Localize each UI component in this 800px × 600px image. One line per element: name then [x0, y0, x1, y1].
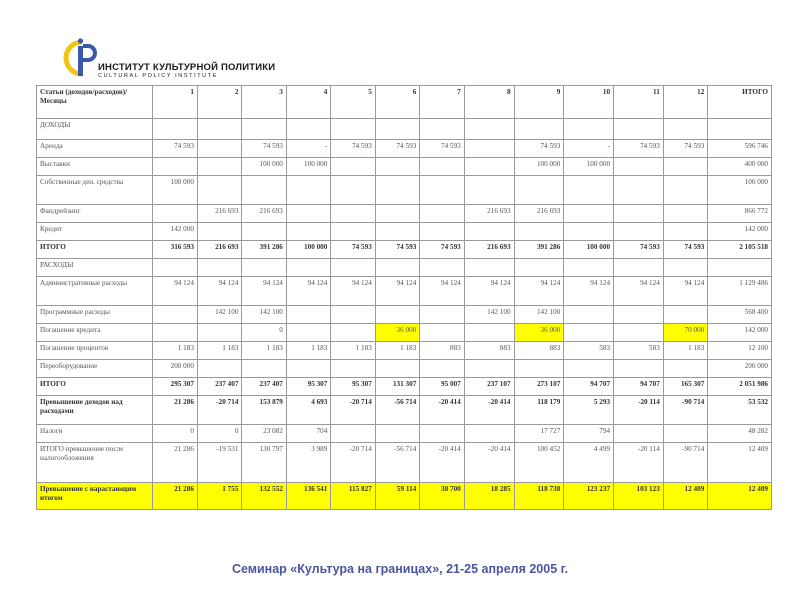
value-cell	[514, 119, 564, 140]
value-cell: 400 000	[708, 158, 772, 176]
row-label-cell: Налоги	[37, 425, 153, 443]
value-cell	[614, 306, 664, 324]
value-cell: 74 593	[663, 241, 707, 259]
value-cell: 23 082	[242, 425, 286, 443]
value-cell: 0	[242, 324, 286, 342]
budget-table-container	[36, 85, 772, 510]
value-cell: 100 452	[514, 443, 564, 483]
value-cell: 12 409	[663, 483, 707, 510]
value-cell: 316 593	[153, 241, 197, 259]
value-cell	[564, 205, 614, 223]
value-cell: 136 541	[286, 483, 330, 510]
table-row	[37, 140, 772, 158]
table-row	[37, 158, 772, 176]
value-cell: 142 100	[464, 306, 514, 324]
table-row	[37, 360, 772, 378]
header-cell: 1	[153, 86, 197, 119]
table-row	[37, 176, 772, 205]
value-cell: 36 000	[375, 324, 419, 342]
row-label-cell: Кредит	[37, 223, 153, 241]
row-label-cell: ИТОГО	[37, 241, 153, 259]
value-cell	[614, 205, 664, 223]
value-cell	[286, 119, 330, 140]
value-cell: 74 593	[242, 140, 286, 158]
value-cell: -20 414	[420, 396, 464, 425]
value-cell: 12 409	[708, 483, 772, 510]
value-cell: 132 552	[242, 483, 286, 510]
row-label-cell: Погашение кредита	[37, 324, 153, 342]
value-cell: 704	[286, 425, 330, 443]
value-cell	[331, 119, 375, 140]
value-cell: 583	[564, 342, 614, 360]
value-cell: -20 714	[197, 396, 241, 425]
row-label-cell: Программные расходы	[37, 306, 153, 324]
value-cell	[242, 176, 286, 205]
value-cell	[614, 158, 664, 176]
value-cell	[197, 140, 241, 158]
value-cell: -19 531	[197, 443, 241, 483]
value-cell: -20 714	[331, 396, 375, 425]
value-cell	[153, 306, 197, 324]
value-cell	[614, 324, 664, 342]
value-cell	[663, 119, 707, 140]
value-cell	[464, 140, 514, 158]
value-cell	[420, 119, 464, 140]
value-cell	[286, 259, 330, 277]
value-cell	[514, 223, 564, 241]
value-cell	[153, 205, 197, 223]
value-cell	[331, 306, 375, 324]
header-cell: 12	[663, 86, 707, 119]
value-cell	[708, 259, 772, 277]
value-cell	[331, 324, 375, 342]
value-cell	[153, 324, 197, 342]
header-cell: 4	[286, 86, 330, 119]
value-cell: 1 129 486	[708, 277, 772, 306]
row-label-cell: ДОХОДЫ	[37, 119, 153, 140]
value-cell	[663, 360, 707, 378]
header-cell: 9	[514, 86, 564, 119]
value-cell: 142 000	[708, 324, 772, 342]
value-cell	[375, 205, 419, 223]
row-label-cell: Погашение процентов	[37, 342, 153, 360]
value-cell: 21 286	[153, 443, 197, 483]
value-cell: 391 286	[242, 241, 286, 259]
header-cell: 5	[331, 86, 375, 119]
value-cell: 18 285	[464, 483, 514, 510]
value-cell	[663, 158, 707, 176]
value-cell	[375, 360, 419, 378]
value-cell: 237 407	[242, 378, 286, 396]
value-cell	[197, 360, 241, 378]
value-cell: 95 307	[286, 378, 330, 396]
value-cell: 131 307	[375, 378, 419, 396]
value-cell	[514, 259, 564, 277]
value-cell: 100 000	[564, 241, 614, 259]
header-cell: 10	[564, 86, 614, 119]
value-cell: 94 124	[514, 277, 564, 306]
value-cell: 883	[464, 342, 514, 360]
value-cell: 165 307	[663, 378, 707, 396]
value-cell: 74 593	[153, 140, 197, 158]
value-cell	[564, 176, 614, 205]
value-cell: 237 407	[197, 378, 241, 396]
table-row	[37, 324, 772, 342]
value-cell	[331, 259, 375, 277]
value-cell	[420, 176, 464, 205]
value-cell: 21 286	[153, 396, 197, 425]
value-cell: 48 282	[708, 425, 772, 443]
value-cell	[663, 425, 707, 443]
value-cell	[375, 223, 419, 241]
value-cell	[197, 259, 241, 277]
value-cell: 142 000	[708, 223, 772, 241]
value-cell: 2 051 986	[708, 378, 772, 396]
value-cell: 142 100	[514, 306, 564, 324]
value-cell: 74 593	[420, 140, 464, 158]
row-label-cell: Аренда	[37, 140, 153, 158]
value-cell: 21 286	[153, 483, 197, 510]
logo-subtitle: CULTURAL POLICY INSTITUTE	[98, 73, 218, 79]
value-cell	[464, 360, 514, 378]
value-cell: 391 286	[514, 241, 564, 259]
value-cell: 568 400	[708, 306, 772, 324]
value-cell: 94 124	[564, 277, 614, 306]
value-cell: -20 114	[614, 396, 664, 425]
header-cell: 8	[464, 86, 514, 119]
value-cell: 1 183	[286, 342, 330, 360]
value-cell: 118 738	[514, 483, 564, 510]
value-cell: 74 593	[663, 140, 707, 158]
row-label-cell: Превышение с нарастающим итогом	[37, 483, 153, 510]
value-cell: 74 593	[331, 140, 375, 158]
table-row	[37, 223, 772, 241]
value-cell: 100 000	[286, 158, 330, 176]
value-cell	[242, 360, 286, 378]
table-row	[37, 425, 772, 443]
row-label-cell: ИТОГО превышение после налогообложения	[37, 443, 153, 483]
value-cell	[331, 425, 375, 443]
value-cell: 216 693	[197, 241, 241, 259]
value-cell: 100 000	[564, 158, 614, 176]
header-cell: 3	[242, 86, 286, 119]
value-cell: 94 707	[614, 378, 664, 396]
value-cell	[564, 119, 614, 140]
row-label-cell: Фандрейзинг	[37, 205, 153, 223]
value-cell: 12 409	[708, 443, 772, 483]
table-row	[37, 119, 772, 140]
value-cell: 216 693	[197, 205, 241, 223]
table-header-row	[37, 86, 772, 119]
value-cell: -20 414	[464, 443, 514, 483]
value-cell	[197, 119, 241, 140]
value-cell: 12 100	[708, 342, 772, 360]
value-cell	[197, 223, 241, 241]
value-cell: 118 179	[514, 396, 564, 425]
value-cell: 1 183	[331, 342, 375, 360]
value-cell	[331, 176, 375, 205]
value-cell	[614, 223, 664, 241]
value-cell: 4 693	[286, 396, 330, 425]
table-row	[37, 241, 772, 259]
value-cell: 142 000	[153, 223, 197, 241]
value-cell: 74 593	[331, 241, 375, 259]
value-cell: 1 183	[663, 342, 707, 360]
value-cell	[614, 119, 664, 140]
row-label-cell: РАСХОДЫ	[37, 259, 153, 277]
value-cell	[286, 223, 330, 241]
value-cell: 94 707	[564, 378, 614, 396]
value-cell: 94 124	[286, 277, 330, 306]
budget-table	[36, 85, 772, 510]
value-cell: -56 714	[375, 396, 419, 425]
value-cell	[514, 176, 564, 205]
value-cell	[464, 119, 514, 140]
value-cell: 94 124	[420, 277, 464, 306]
value-cell	[663, 223, 707, 241]
value-cell	[242, 119, 286, 140]
table-row	[37, 342, 772, 360]
value-cell: 17 727	[514, 425, 564, 443]
value-cell: 1 183	[375, 342, 419, 360]
row-label-cell: Переоборудование	[37, 360, 153, 378]
value-cell	[420, 360, 464, 378]
value-cell: 115 827	[331, 483, 375, 510]
value-cell: 883	[420, 342, 464, 360]
value-cell	[242, 259, 286, 277]
value-cell	[375, 158, 419, 176]
value-cell	[564, 306, 614, 324]
value-cell	[614, 425, 664, 443]
value-cell: 95 307	[331, 378, 375, 396]
value-cell	[420, 324, 464, 342]
value-cell	[614, 259, 664, 277]
value-cell	[420, 205, 464, 223]
value-cell	[514, 360, 564, 378]
value-cell: 883	[514, 342, 564, 360]
value-cell: -20 714	[331, 443, 375, 483]
value-cell	[331, 158, 375, 176]
value-cell: 100 000	[514, 158, 564, 176]
value-cell	[464, 425, 514, 443]
value-cell: 94 124	[663, 277, 707, 306]
header-cell: 7	[420, 86, 464, 119]
value-cell	[464, 176, 514, 205]
value-cell: 36 000	[514, 324, 564, 342]
value-cell: 94 124	[197, 277, 241, 306]
value-cell	[375, 425, 419, 443]
value-cell: 866 772	[708, 205, 772, 223]
seminar-footer: Семинар «Культура на границах», 21-25 апреля 2005 г.	[231, 562, 569, 576]
value-cell: 100 000	[153, 176, 197, 205]
value-cell	[564, 360, 614, 378]
value-cell	[286, 324, 330, 342]
value-cell	[420, 259, 464, 277]
value-cell	[331, 205, 375, 223]
value-cell: 94 124	[331, 277, 375, 306]
value-cell: 2 105 518	[708, 241, 772, 259]
value-cell: 583	[614, 342, 664, 360]
value-cell: 200 000	[153, 360, 197, 378]
value-cell: 94 124	[242, 277, 286, 306]
value-cell: -20 414	[420, 443, 464, 483]
value-cell: 216 693	[464, 241, 514, 259]
header-cell: 2	[197, 86, 241, 119]
value-cell: 74 593	[375, 140, 419, 158]
value-cell: 70 000	[663, 324, 707, 342]
value-cell: 142 100	[197, 306, 241, 324]
value-cell: 59 114	[375, 483, 419, 510]
value-cell: 74 593	[420, 241, 464, 259]
table-row	[37, 205, 772, 223]
value-cell: 794	[564, 425, 614, 443]
value-cell: -20 414	[464, 396, 514, 425]
value-cell	[375, 119, 419, 140]
row-label-cell: Административные расходы	[37, 277, 153, 306]
value-cell: 100 000	[708, 176, 772, 205]
value-cell	[153, 119, 197, 140]
value-cell: 94 124	[375, 277, 419, 306]
value-cell: -56 714	[375, 443, 419, 483]
table-row	[37, 443, 772, 483]
value-cell: 200 000	[708, 360, 772, 378]
value-cell	[614, 360, 664, 378]
table-row	[37, 277, 772, 306]
logo-title: ИНСТИТУТ КУЛЬТУРНОЙ ПОЛИТИКИ	[98, 62, 276, 73]
row-label-cell: Выставки	[37, 158, 153, 176]
value-cell	[464, 324, 514, 342]
value-cell	[197, 324, 241, 342]
value-cell	[331, 360, 375, 378]
value-cell: 94 124	[153, 277, 197, 306]
value-cell: 1 755	[197, 483, 241, 510]
value-cell: 1 183	[242, 342, 286, 360]
value-cell	[420, 306, 464, 324]
header-cell: 11	[614, 86, 664, 119]
value-cell: -	[564, 140, 614, 158]
value-cell	[375, 259, 419, 277]
value-cell	[420, 223, 464, 241]
value-cell: -90 714	[663, 443, 707, 483]
value-cell: 74 593	[514, 140, 564, 158]
value-cell	[708, 119, 772, 140]
value-cell: 153 879	[242, 396, 286, 425]
value-cell	[564, 259, 614, 277]
value-cell: 3 989	[286, 443, 330, 483]
value-cell: 74 593	[614, 140, 664, 158]
value-cell: 53 532	[708, 396, 772, 425]
value-cell: 103 123	[614, 483, 664, 510]
value-cell	[286, 306, 330, 324]
value-cell: 130 797	[242, 443, 286, 483]
value-cell: -20 114	[614, 443, 664, 483]
value-cell	[420, 158, 464, 176]
value-cell: 4 499	[564, 443, 614, 483]
value-cell: 38 700	[420, 483, 464, 510]
value-cell	[331, 223, 375, 241]
value-cell: -	[286, 140, 330, 158]
value-cell: 0	[153, 425, 197, 443]
value-cell: 74 593	[614, 241, 664, 259]
value-cell: 1 183	[153, 342, 197, 360]
value-cell	[663, 306, 707, 324]
value-cell: 95 007	[420, 378, 464, 396]
value-cell: 237 107	[464, 378, 514, 396]
value-cell	[153, 259, 197, 277]
value-cell	[153, 158, 197, 176]
table-row	[37, 396, 772, 425]
value-cell	[420, 425, 464, 443]
value-cell	[464, 158, 514, 176]
value-cell	[197, 176, 241, 205]
value-cell: 0	[197, 425, 241, 443]
value-cell: 273 107	[514, 378, 564, 396]
value-cell: 123 237	[564, 483, 614, 510]
value-cell: 295 307	[153, 378, 197, 396]
value-cell: 94 124	[464, 277, 514, 306]
value-cell: 100 000	[242, 158, 286, 176]
value-cell: 1 183	[197, 342, 241, 360]
value-cell	[614, 176, 664, 205]
value-cell: 596 746	[708, 140, 772, 158]
value-cell	[286, 176, 330, 205]
table-row	[37, 378, 772, 396]
value-cell: 5 293	[564, 396, 614, 425]
cpi-logo-icon	[58, 36, 100, 80]
value-cell	[464, 223, 514, 241]
header-cell: ИТОГО	[708, 86, 772, 119]
value-cell	[286, 205, 330, 223]
table-row	[37, 483, 772, 510]
row-label-cell: ИТОГО	[37, 378, 153, 396]
value-cell	[286, 360, 330, 378]
value-cell: 142 100	[242, 306, 286, 324]
table-row	[37, 259, 772, 277]
row-label-cell: Собственные ден. средства	[37, 176, 153, 205]
value-cell: 94 124	[614, 277, 664, 306]
value-cell	[564, 324, 614, 342]
institute-logo	[58, 36, 276, 80]
value-cell	[663, 259, 707, 277]
value-cell	[464, 259, 514, 277]
value-cell: 74 593	[375, 241, 419, 259]
value-cell: -90 714	[663, 396, 707, 425]
value-cell	[663, 176, 707, 205]
value-cell	[197, 158, 241, 176]
value-cell	[375, 306, 419, 324]
value-cell	[375, 176, 419, 205]
table-row	[37, 306, 772, 324]
value-cell: 100 000	[286, 241, 330, 259]
header-cell-label: Статьи (доходов/расходов)/Месяцы	[37, 86, 153, 119]
header-cell: 6	[375, 86, 419, 119]
value-cell	[242, 223, 286, 241]
value-cell	[564, 223, 614, 241]
value-cell: 216 693	[242, 205, 286, 223]
value-cell: 216 693	[464, 205, 514, 223]
value-cell	[663, 205, 707, 223]
row-label-cell: Превышение доходов над расходами	[37, 396, 153, 425]
value-cell: 216 693	[514, 205, 564, 223]
